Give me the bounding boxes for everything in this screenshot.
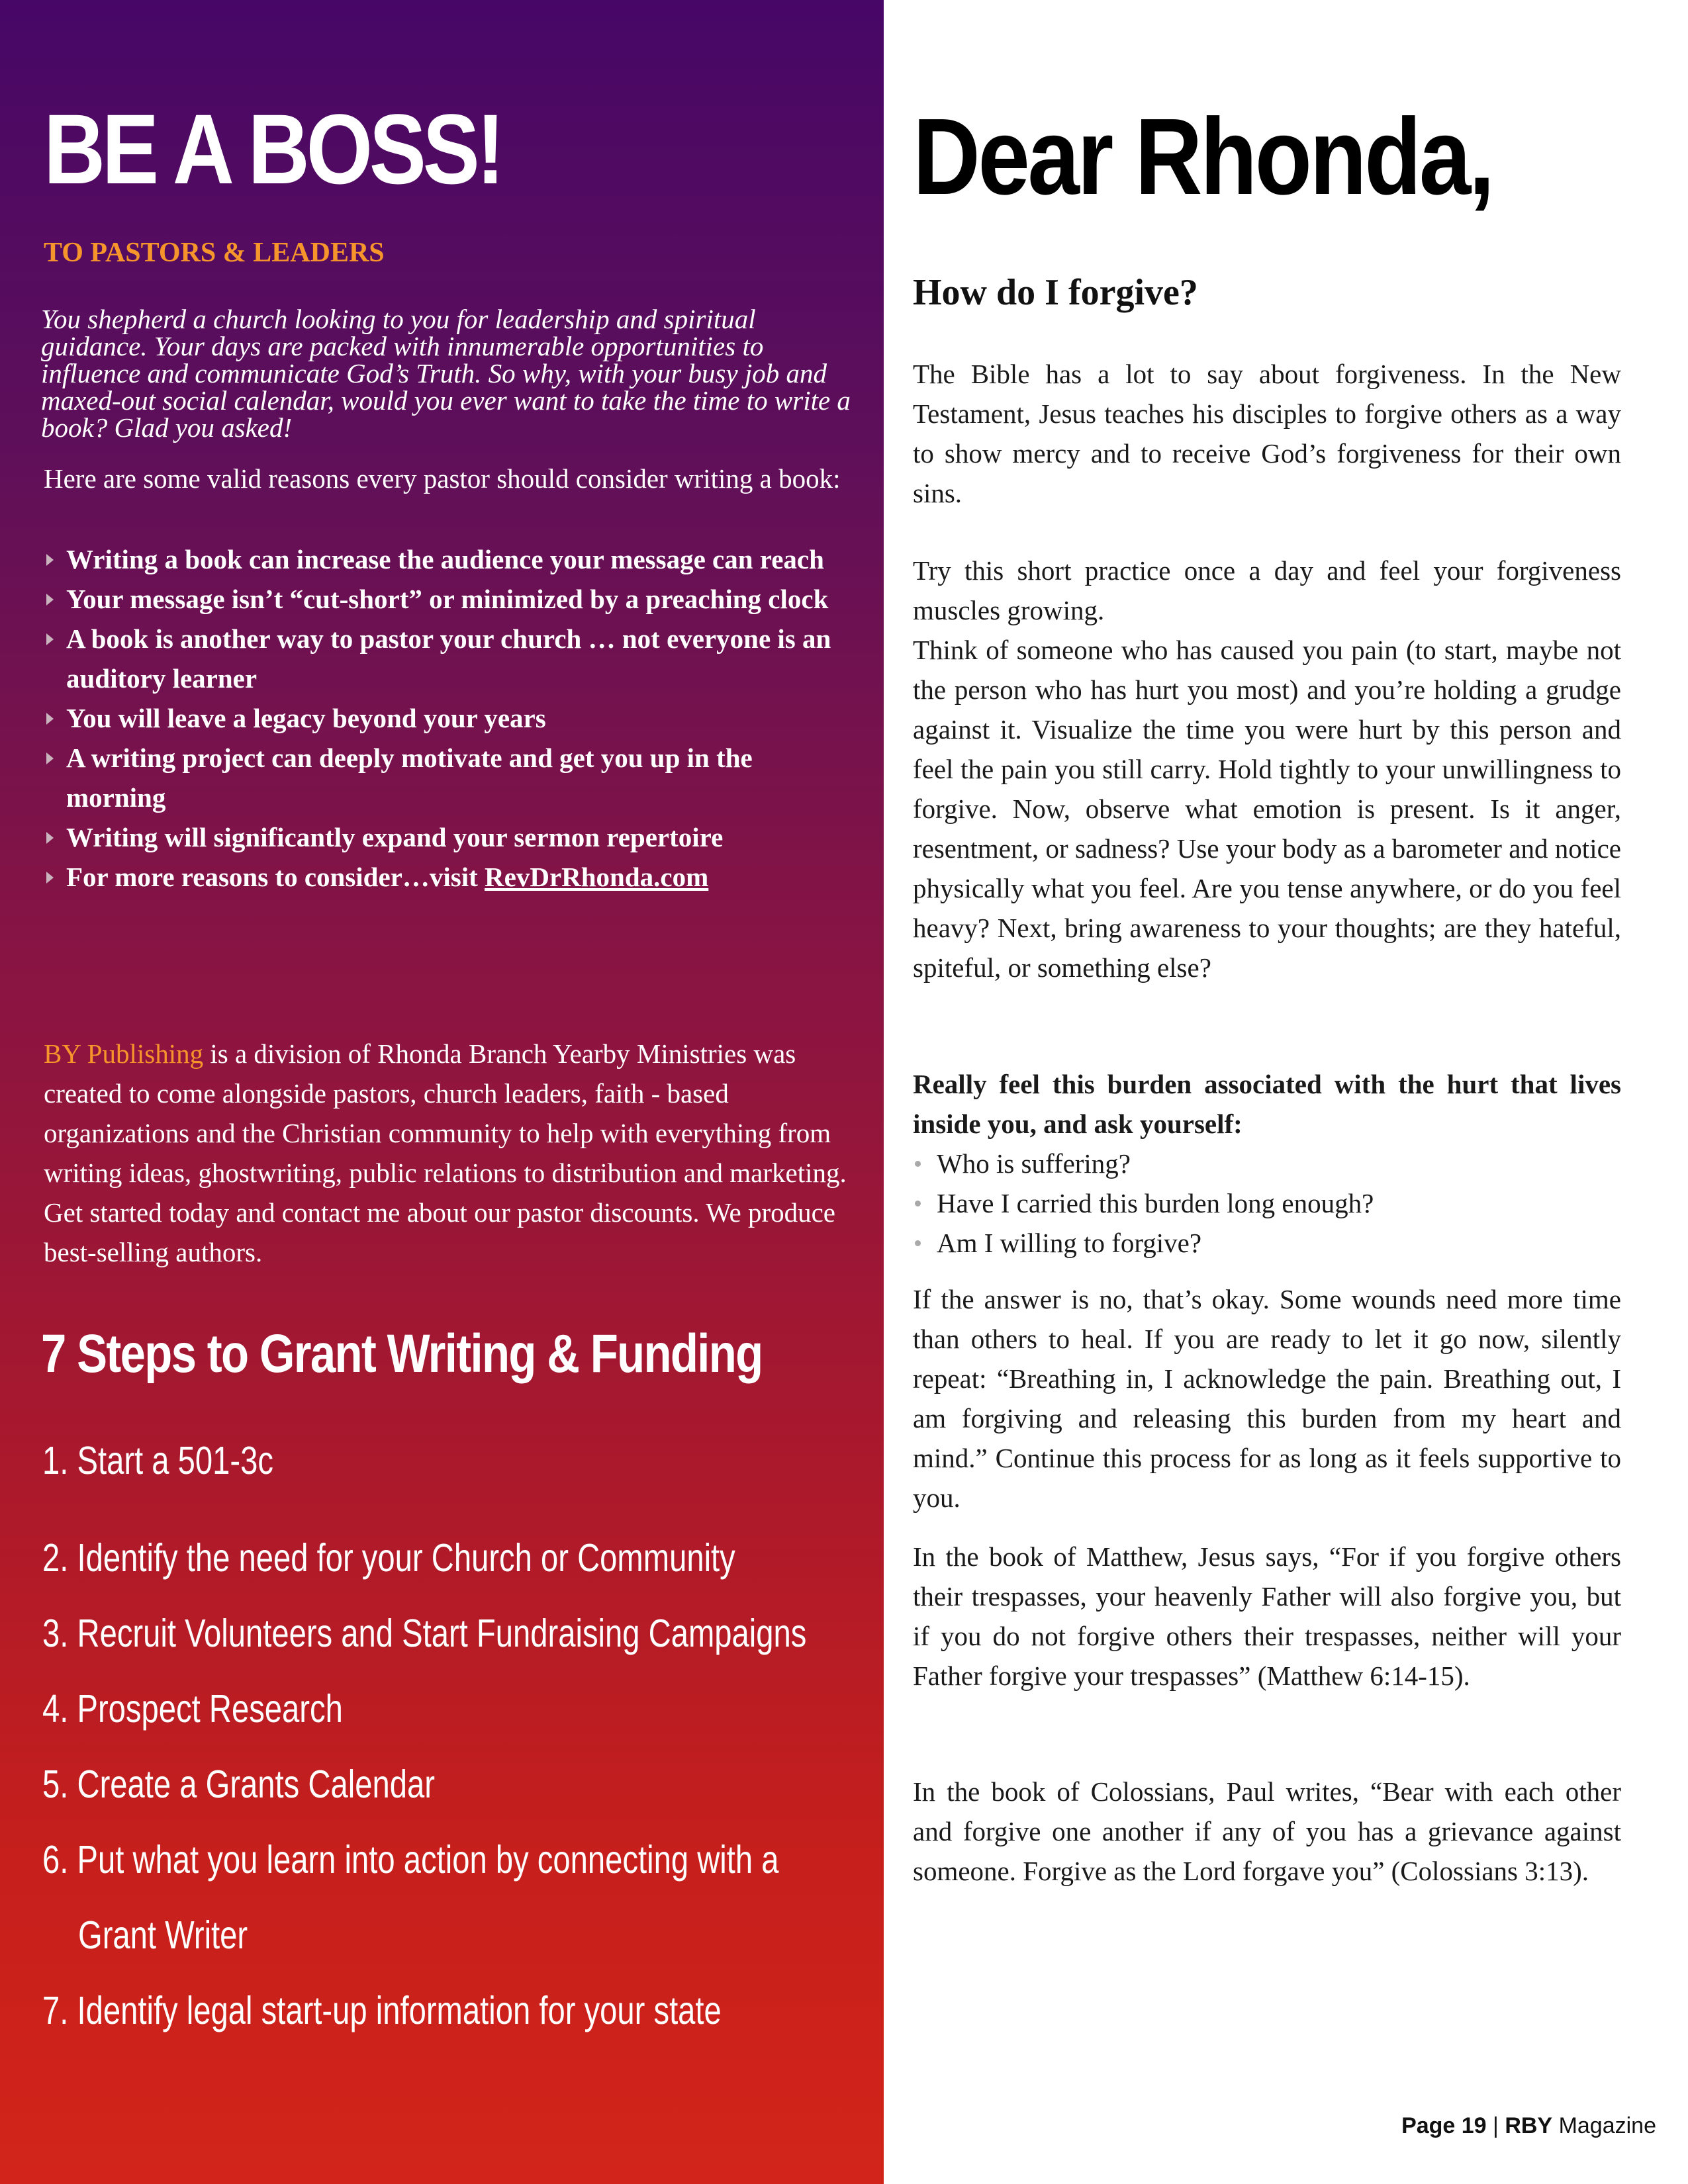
list-item: For more reasons to consider…visit RevDrRhonda.com <box>44 857 858 897</box>
paragraph-matthew: In the book of Matthew, Jesus says, “For if you forgive others their trespasses, your heavenly Father will also forgive you, but if you do not forgive others their trespasses, neither will your Father forgive your trespasses” (Matthew 6:14-15). <box>913 1541 1621 1691</box>
list-item: Your message isn’t “cut-short” or minimized by a preaching clock <box>44 579 858 619</box>
list-item: A book is another way to pastor your church … not everyone is an auditory learner <box>44 619 858 698</box>
list-item: Am I willing to forgive? <box>913 1223 1374 1263</box>
boss-intro: You shepherd a church looking to you for leadership and spiritual guidance. Your days are packed with innumerable opportunities to influence and communicate God’s Truth. So why, with your busy job and maxed-out social calendar, would you ever want to take the time to write a book? Glad you asked! <box>41 304 851 443</box>
boss-subtitle: TO PASTORS & LEADERS <box>44 238 385 268</box>
list-item: Have I carried this burden long enough? <box>913 1183 1374 1223</box>
website-link[interactable]: RevDrRhonda.com <box>485 862 709 892</box>
list-item: Who is suffering? <box>913 1144 1374 1183</box>
list-item: Writing will significantly expand your sermon repertoire <box>44 817 858 857</box>
step-item: 7. Identify legal start-up information for your state <box>42 1989 722 2032</box>
step-item: 5. Create a Grants Calendar <box>42 1762 435 1806</box>
page-number: Page 19 <box>1401 2113 1487 2138</box>
right-column <box>884 0 1688 2184</box>
paragraph-intro: The Bible has a lot to say about forgiveness. In the New Testament, Jesus teaches his disciples to forgive others as a way to show mercy and to receive God’s forgiveness for their own sins. <box>913 359 1621 508</box>
triangle-bullet-icon <box>46 633 54 645</box>
triangle-bullet-icon <box>46 872 54 884</box>
triangle-bullet-icon <box>46 752 54 764</box>
by-publishing-paragraph: BY Publishing is a division of Rhonda Branch Yearby Ministries was created to come alongside pastors, church leaders, faith - based organizations and the Christian community to help with everything from writing ideas, ghostwriting, public relations to distribution and marketing. Get started today and contact me about our pastor discounts. We produce best-selling authors. <box>44 1038 847 1267</box>
steps-title: 7 Steps to Grant Writing & Funding <box>41 1324 763 1384</box>
step-item: 1. Start a 501-3c <box>42 1439 273 1482</box>
step-item-continuation: Grant Writer <box>78 1913 248 1957</box>
paragraph-colossians: In the book of Colossians, Paul writes, “Bear with each other and forgive one another if any of you has a grievance against someone. Forgive as the Lord forgave you” (Colossians 3:13). <box>913 1776 1621 1886</box>
step-item: 6. Put what you learn into action by connecting with a <box>42 1838 779 1882</box>
magazine-label: Magazine <box>1552 2113 1656 2138</box>
paragraph-answer: If the answer is no, that’s okay. Some wounds need more time than others to heal. If you are ready to let it go now, silently repeat: “Breathing in, I acknowledge the pain. Breathing out, I am forgiving and releasing this burden from my heart and mind.” Continue this process for as long as it feels supportive to you. <box>913 1284 1621 1513</box>
dear-rhonda-title: Dear Rhonda, <box>913 96 1493 217</box>
dot-bullet-icon <box>915 1161 921 1167</box>
step-item: 3. Recruit Volunteers and Start Fundraising Campaigns <box>42 1612 807 1655</box>
triangle-bullet-icon <box>46 594 54 606</box>
triangle-bullet-icon <box>46 832 54 844</box>
magazine-brand: RBY <box>1505 2113 1553 2138</box>
list-item: Writing a book can increase the audience your message can reach <box>44 539 858 579</box>
dot-bullet-icon <box>915 1240 921 1246</box>
reasons-list <box>44 539 858 897</box>
paragraph-visualize: Think of someone who has caused you pain (to start, maybe not the person who has hurt you most) and you’re holding a grudge against it. Visualize the time you were hurt by this person and feel the pain you still carry. Hold tightly to your unwillingness to forgive. Now, observe what emotion is present. Is it anger, resentment, or sadness? Use your body as a barometer and notice physically what you feel. Are you tense anywhere, or do you feel heavy? Next, bring awareness to your thoughts; are they hateful, spiteful, or something else? <box>913 635 1621 983</box>
step-item: 4. Prospect Research <box>42 1687 343 1731</box>
list-item: A writing project can deeply motivate and get you up in the morning <box>44 738 858 817</box>
question-list <box>913 1144 1374 1263</box>
list-item: You will leave a legacy beyond your years <box>44 698 858 738</box>
column-question: How do I forgive? <box>913 272 1198 313</box>
paragraph-burden: Really feel this burden associated with the hurt that lives inside you, and ask yourself: <box>913 1069 1621 1139</box>
boss-title: BE A BOSS! <box>44 93 502 205</box>
step-item: 2. Identify the need for your Church or Community <box>42 1536 735 1580</box>
by-publishing-brand: BY Publishing <box>44 1038 204 1069</box>
page-footer: Page 19 | RBY Magazine <box>1401 2113 1656 2138</box>
boss-lead: Here are some valid reasons every pastor should consider writing a book: <box>44 463 841 494</box>
dot-bullet-icon <box>915 1201 921 1206</box>
paragraph-practice: Try this short practice once a day and feel your forgiveness muscles growing. <box>913 555 1621 625</box>
triangle-bullet-icon <box>46 554 54 566</box>
triangle-bullet-icon <box>46 713 54 725</box>
